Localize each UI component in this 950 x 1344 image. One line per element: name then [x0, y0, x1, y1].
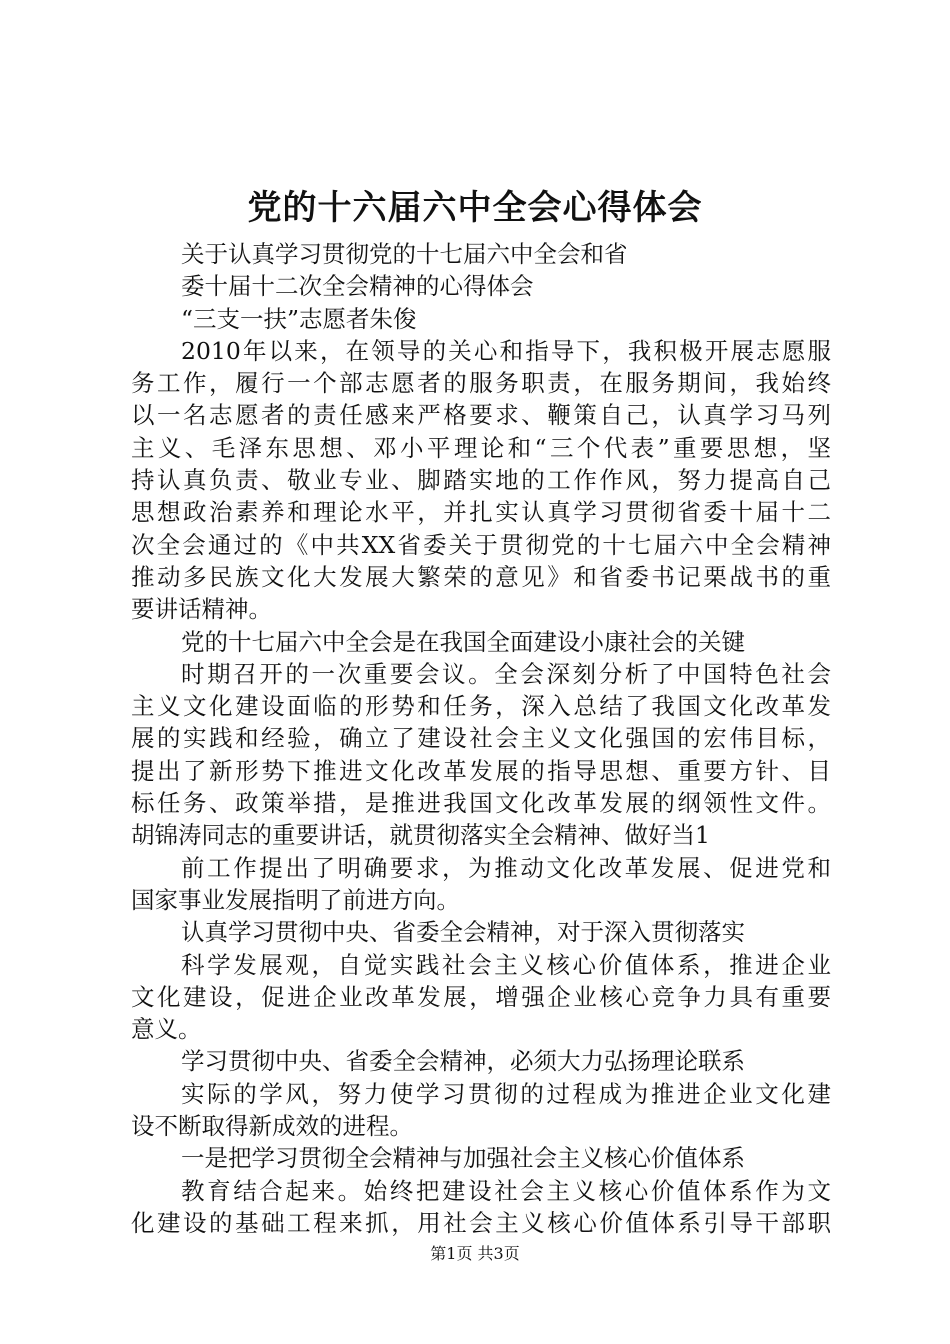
text-line: 次全会通过的《中共XX省委关于贯彻党的十七届六中全会精神 — [131, 530, 831, 559]
text-line: 要讲话精神。 — [131, 595, 272, 624]
text-line: 时期召开的一次重要会议。全会深刻分析了中国特色社会 — [181, 659, 831, 688]
text-line: 前工作提出了明确要求，为推动文化改革发展、促进党和 — [181, 853, 831, 882]
text-line: 标任务、政策举措，是推进我国文化改革发展的纲领性文件。 — [131, 789, 831, 818]
text-line: 科学发展观，自觉实践社会主义核心价值体系，推进企业 — [181, 950, 831, 979]
text-line: 教育结合起来。始终把建设社会主义核心价值体系作为文 — [181, 1176, 831, 1205]
text-line: 文化建设，促进企业改革发展，增强企业核心竞争力具有重要 — [131, 982, 831, 1011]
text-line: 委十届十二次全会精神的心得体会 — [181, 272, 534, 301]
text-line: 胡锦涛同志的重要讲话，就贯彻落实全会精神、做好当1 — [131, 821, 710, 850]
page-footer: 第1页 共3页 — [430, 1244, 520, 1263]
text-line: 意义。 — [131, 1015, 202, 1044]
text-line: 实际的学风，努力使学习贯彻的过程成为推进企业文化建 — [181, 1079, 831, 1108]
text-line: 提出了新形势下推进文化改革发展的指导思想、重要方针、目 — [131, 756, 831, 785]
text-line: 设不断取得新成效的进程。 — [131, 1112, 413, 1141]
text-line: 认真学习贯彻中央、省委全会精神，对于深入贯彻落实 — [181, 918, 745, 947]
document-title: 党的十六届六中全会心得体会 — [247, 188, 703, 228]
text-line: 持认真负责、敬业专业、脚踏实地的工作作风，努力提高自己 — [131, 466, 831, 495]
text-line: 推动多民族文化大发展大繁荣的意见》和省委书记栗战书的重 — [131, 562, 831, 591]
text-line: 学习贯彻中央、省委全会精神，必须大力弘扬理论联系 — [181, 1047, 745, 1076]
text-line: 化建设的基础工程来抓，用社会主义核心价值体系引导干部职 — [131, 1208, 831, 1237]
text-line: 以一名志愿者的责任感来严格要求、鞭策自己，认真学习马列 — [131, 401, 831, 430]
document-body — [131, 238, 831, 1239]
text-line: 2010年以来，在领导的关心和指导下，我积极开展志愿服 — [181, 336, 831, 365]
text-line: 展的实践和经验，确立了建设社会主义文化强国的宏伟目标， — [131, 724, 831, 753]
text-line: 党的十七届六中全会是在我国全面建设小康社会的关键 — [181, 627, 745, 656]
text-line: 主义、毛泽东思想、邓小平理论和“三个代表”重要思想，坚 — [131, 433, 831, 462]
text-line: 主义文化建设面临的形势和任务，深入总结了我国文化改革发 — [131, 692, 831, 721]
text-line: “三支一扶”志愿者朱俊 — [181, 304, 417, 333]
text-line: 思想政治素养和理论水平，并扎实认真学习贯彻省委十届十二 — [131, 498, 831, 527]
text-line: 务工作，履行一个部志愿者的服务职责，在服务期间，我始终 — [131, 369, 831, 398]
text-line: 国家事业发展指明了前进方向。 — [131, 885, 460, 914]
text-line: 一是把学习贯彻全会精神与加强社会主义核心价值体系 — [181, 1144, 745, 1173]
text-line: 关于认真学习贯彻党的十七届六中全会和省 — [181, 240, 628, 268]
